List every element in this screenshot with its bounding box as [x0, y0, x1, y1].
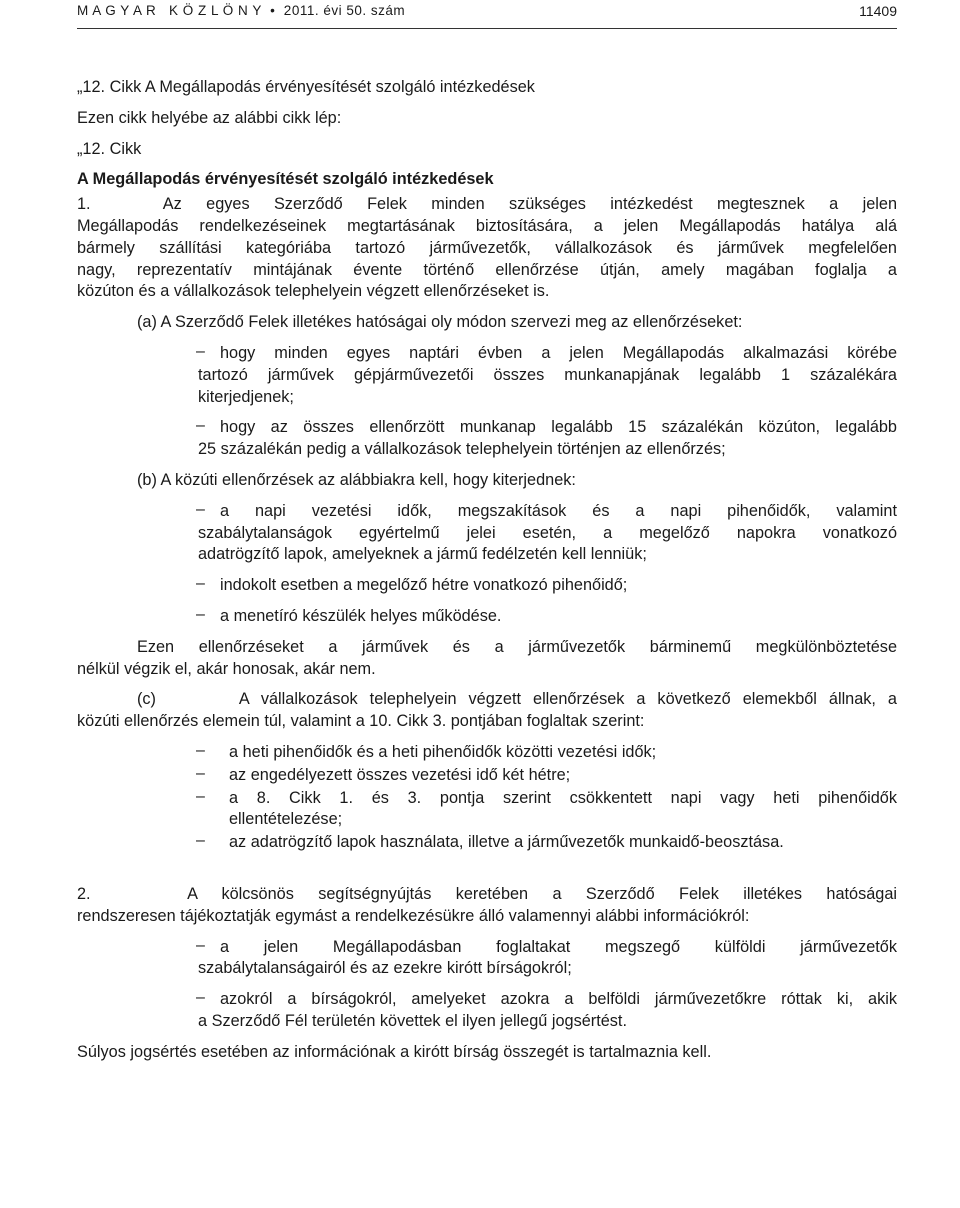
text-line: hogy minden egyes naptári évben a jelen Megállapodás alkalmazási körébe	[220, 343, 897, 362]
dash-bullet: –	[196, 832, 205, 850]
text-line: a 8. Cikk 1. és 3. pontja szerint csökkentett napi vagy heti pihenőidők	[229, 788, 897, 807]
journal-title: M A G Y A R K Ö Z L Ö N Y • 2011. évi 50. szám	[77, 3, 406, 18]
paragraph-ezen	[77, 637, 897, 681]
dash-bullet: –	[196, 764, 205, 782]
list-item	[77, 606, 897, 628]
text-line: hogy az összes ellenőrzött munkanap legalább 15 százalékán közúton, legalább	[220, 418, 897, 437]
text-line: 25 százalékán pedig a vállalkozások telephelyein történjen az ellenőrzés;	[198, 440, 726, 459]
text-line: adatrögzítő lapok, amelyeknek a jármű fedélzetén kell lenniük;	[198, 545, 647, 564]
text-line: azokról a bírságokról, amelyeket azokra a belföldi járművezetőkre róttak ki, akik	[220, 990, 897, 1009]
list-item	[77, 417, 897, 461]
list-item	[77, 343, 897, 408]
paragraph-2	[77, 884, 897, 928]
page-number: 11409	[859, 3, 897, 19]
dash-bullet: –	[196, 575, 205, 593]
page-header	[77, 0, 897, 29]
list-item	[77, 788, 897, 832]
text-line: (c) A vállalkozások telephelyein végzett ellenőrzések a következő elemekből állnak, a	[137, 690, 897, 709]
list-item	[77, 575, 897, 597]
list-item	[77, 832, 897, 854]
text-line: a jelen Megállapodásban foglaltakat megszegő külföldi járművezetők	[220, 937, 897, 956]
quoted-article-heading: „12. Cikk A Megállapodás érvényesítését szolgáló intézkedések	[77, 78, 535, 96]
dash-bullet: –	[196, 787, 205, 805]
text-line: kiterjedjenek;	[198, 387, 294, 406]
text-line: a menetíró készülék helyes működése.	[220, 606, 502, 625]
text-line: a Szerződő Fél területén követtek el ilyen jellegű jogsértést.	[198, 1011, 627, 1030]
text-line: rendszeresen tájékoztatják egymást a rendelkezésükre álló valamennyi alábbi információkról:	[77, 906, 750, 925]
article-body	[77, 77, 897, 1063]
dash-bullet: –	[196, 417, 205, 435]
list-item	[77, 989, 897, 1033]
text-line: indokolt esetben a megelőző hétre vonatkozó pihenőidő;	[220, 576, 628, 595]
text-line: az adatrögzítő lapok használata, illetve a járművezetők munkaidő-beosztása.	[229, 833, 784, 852]
dash-bullet: –	[196, 741, 205, 759]
text-line: Ezen ellenőrzéseket a járművek és a járművezetők bárminemű megkülönböztetése	[137, 637, 897, 656]
text-line: 1. Az egyes Szerződő Felek minden szükséges intézkedést megtesznek a jelen	[77, 195, 897, 214]
replacement-note: Ezen cikk helyébe az alábbi cikk lép:	[77, 108, 342, 127]
list-item	[77, 937, 897, 981]
list-item	[77, 501, 897, 566]
article-number: „12. Cikk	[77, 139, 142, 158]
final-sentence: Súlyos jogsértés esetében az információnak a kirótt bírság összegét is tartalmaznia kell.	[77, 1042, 712, 1061]
text-line: ellentételezése;	[229, 810, 343, 829]
text-line: nagy, reprezentatív mintájának évente történő ellenőrzése útján, amely magában foglalja a	[77, 260, 897, 279]
text-line: az engedélyezett összes vezetési idő két hétre;	[229, 765, 571, 784]
dash-bullet: –	[196, 605, 205, 623]
document-page	[77, 0, 897, 1061]
list-item	[77, 742, 897, 764]
text-line: a heti pihenőidők és a heti pihenőidők közötti vezetési idők;	[229, 742, 657, 761]
text-line: Megállapodás rendelkezéseinek megtartásának biztosítására, a jelen Megállapodás hatálya alá	[77, 216, 897, 235]
text-line: 2. A kölcsönös segítségnyújtás keretében a Szerződő Felek illetékes hatóságai	[77, 884, 897, 903]
item-c	[77, 689, 897, 733]
item-a-intro: (a) A Szerződő Felek illetékes hatóságai oly módon szervezi meg az ellenőrzéseket:	[137, 313, 743, 332]
paragraph-1	[77, 194, 897, 303]
text-line: szabálytalanságairól és az ezekre kirótt bírságokról;	[198, 959, 572, 978]
text-line: nélkül végzik el, akár honosak, akár nem.	[77, 659, 376, 678]
dash-bullet: –	[196, 342, 205, 360]
text-line: közúti ellenőrzés elemein túl, valamint a 10. Cikk 3. pontjában foglaltak szerint:	[77, 712, 645, 731]
text-line: a napi vezetési idők, megszakítások és a napi pihenőidők, valamint	[220, 501, 897, 520]
article-title: A Megállapodás érvényesítését szolgáló intézkedések	[77, 170, 494, 189]
text-line: közúton és a vállalkozások telephelyein végzett ellenőrzéseket is.	[77, 282, 550, 301]
text-line: tartozó járművek gépjárművezetői összes munkanapjának legalább 1 százalékára	[198, 365, 897, 384]
text-line: szabálytalanságok egyértelmű jelei esetén, a megelőző napokra vonatkozó	[198, 523, 897, 542]
dash-bullet: –	[196, 500, 205, 518]
text-line: bármely szállítási kategóriába tartozó járművezetők, vállalkozások és járművek megfelelően	[77, 238, 897, 257]
dash-bullet: –	[196, 989, 205, 1007]
list-item	[77, 765, 897, 787]
dash-bullet: –	[196, 936, 205, 954]
item-b-intro: (b) A közúti ellenőrzések az alábbiakra kell, hogy kiterjednek:	[137, 470, 576, 489]
